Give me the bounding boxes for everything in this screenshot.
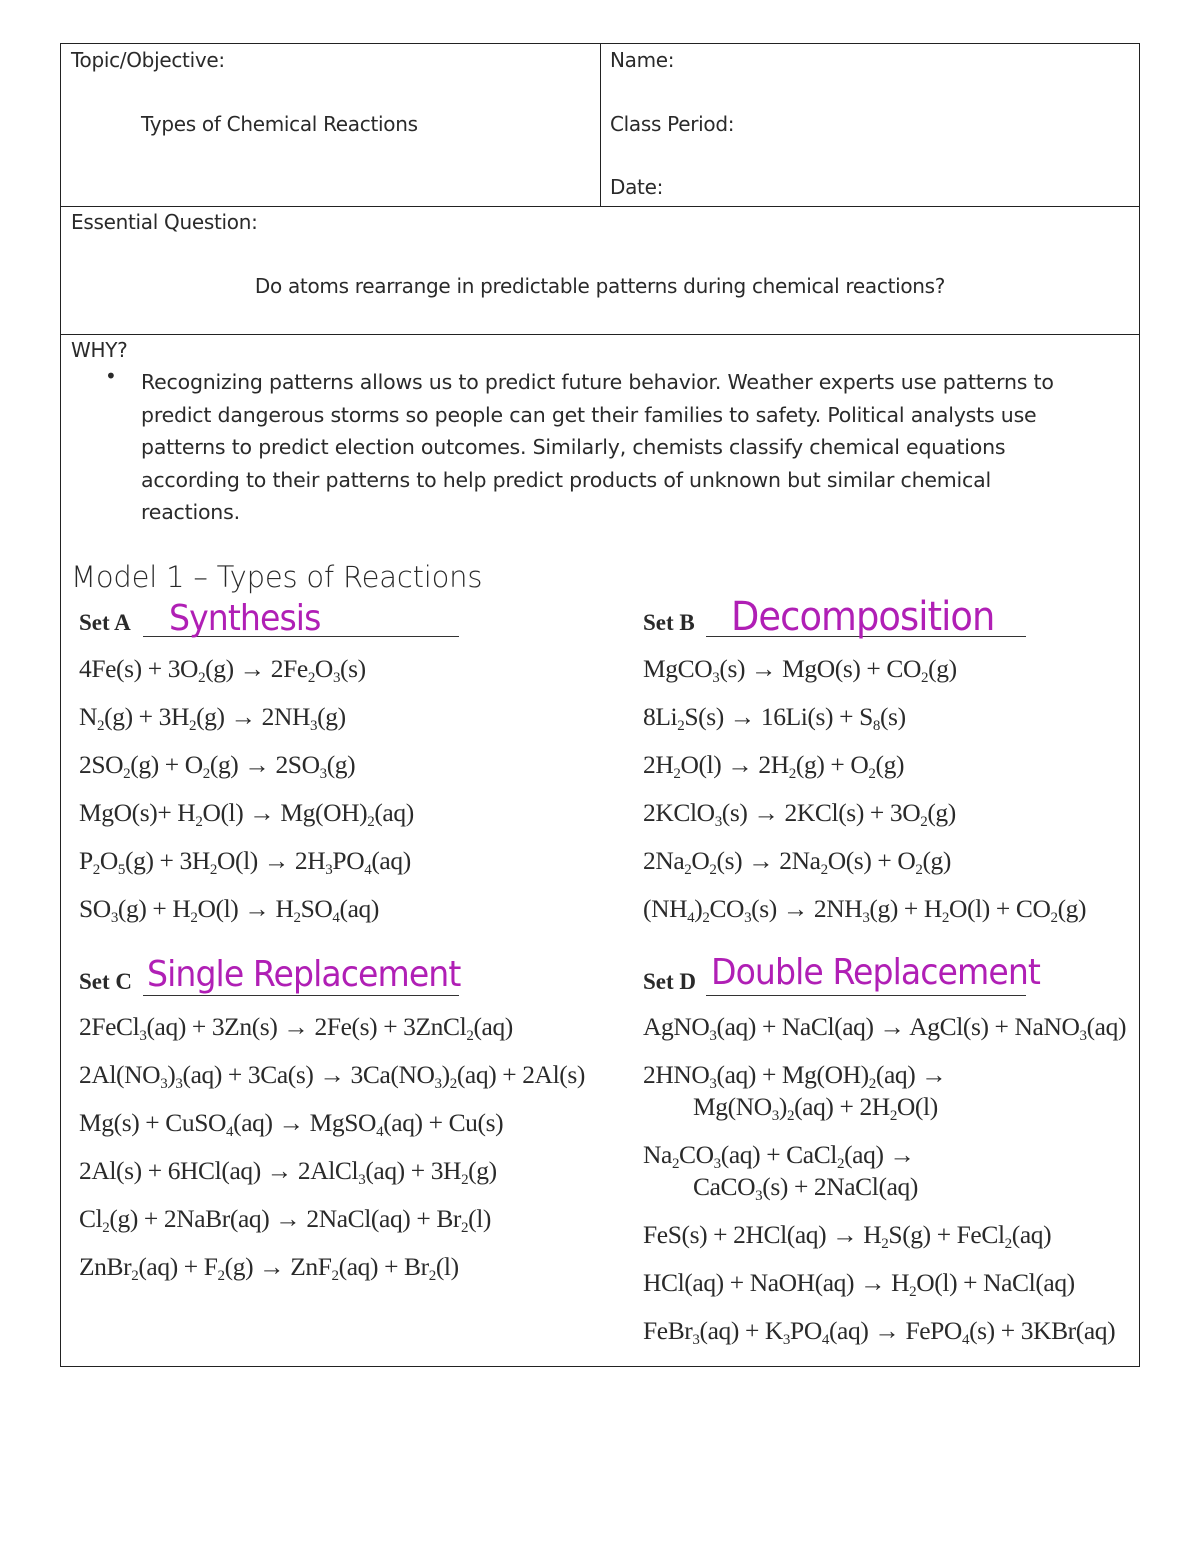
model-title: Model 1 – Types of Reactions (71, 560, 483, 594)
set-d-eq: $FeS(s) + 2HCl(aq) \to H_2S(g)$ + FeCl$_2$(aq) (643, 1220, 1052, 1252)
date-label: Date: (610, 175, 664, 199)
why-line: according to their patterns to help predict products of unknown but similar chemical (141, 467, 991, 492)
set-b-label: Set B (643, 610, 695, 635)
set-b-eq: $2H_2O(l) \to 2H_2(g) + O_2(g)$ (643, 750, 905, 782)
set-d-answer: Double Replacement (711, 952, 1040, 993)
essential-question-row (61, 206, 1139, 335)
set-d-eq: AgNO$_3$(aq) + NaCl(aq) → AgCl(s) + NaNO$_3$(aq) (643, 1012, 1127, 1044)
set-d-answer-line (706, 995, 1026, 996)
set-d-label: Set D (643, 969, 697, 994)
set-b-eq: $8Li_2S(s) \to 16Li(s) + S_8(s)$ (643, 702, 906, 734)
student-info-cell (600, 44, 1139, 206)
content-row (61, 334, 1139, 1366)
set-a-eq: $SO_3(g) + H_2O(l) \to H_2SO_4(aq)$ (79, 894, 379, 926)
set-c-answer: Single Replacement (147, 954, 461, 995)
why-line: patterns to predict election outcomes. Similarly, chemists classify chemical equations (141, 435, 1006, 459)
why-label: WHY? (71, 338, 128, 362)
set-d-eq: $2HNO_3(aq) + Mg(OH)_2(aq)$ → (643, 1060, 947, 1092)
set-c-eq: $Cl_2(g)$ + 2NaBr(aq) → 2NaCl(aq) + $Br_2(l)$ (79, 1204, 491, 1236)
set-a-eq: $4Fe(s) + 3O_2(g) \to 2Fe_2O_3(s)$ (79, 654, 366, 686)
set-d-eq-continued: $Mg(NO_3)_2(aq) + 2H_2O(l)$ (693, 1092, 938, 1124)
why-line: reactions. (141, 500, 240, 524)
set-c-eq: $2Al(NO_3)_3(aq) + 3Ca(s) \to 3Ca(NO_3)_2(aq) + 2Al(s)$ (79, 1060, 585, 1092)
why-line: predict dangerous storms so people can get their families to safety. Political analysts use (141, 402, 1037, 427)
why-paragraph (141, 366, 1101, 529)
set-c-eq: 2Al(s) + 6HCl(aq) → 2AlCl$_3$(aq) + $3H_2(g)$ (79, 1156, 497, 1188)
set-d-eq: HCl(aq) + NaOH(aq) → $H_2O(l)$ + NaCl(aq) (643, 1268, 1075, 1300)
set-a-eq: $P_2O_5(g) + 3H_2O(l) \to 2H_3PO_4(aq)$ (79, 846, 411, 878)
essential-question-label: Essential Question: (71, 210, 258, 234)
set-a-eq: $N_2(g) + 3H_2(g) \to 2NH_3(g)$ (79, 702, 346, 734)
set-b-eq: $2Na_2O_2(s) \to 2Na_2O(s) + O_2(g)$ (643, 846, 952, 878)
topic-cell (61, 44, 601, 206)
set-c-eq: Mg(s) + CuSO$_4$(aq) → MgSO$_4$(aq) + Cu(s) (79, 1108, 504, 1140)
set-c-eq: ZnBr$_2$(aq) + $F_2(g) \to ZnF_2(aq) + Br_2(l)$ (79, 1252, 459, 1284)
set-a-answer: Synthesis (169, 598, 321, 639)
set-d-eq: $Na_2CO_3(aq)$ + CaCl$_2$(aq) → (643, 1140, 915, 1172)
set-a-label: Set A (79, 610, 131, 635)
set-c-eq: 2FeCl$_3$(aq) + 3Zn(s) → 2Fe(s) + 3ZnCl$_2$(aq) (79, 1012, 513, 1044)
why-line: Recognizing patterns allows us to predict future behavior. Weather experts use patterns to (141, 370, 1054, 394)
essential-question-text: Do atoms rearrange in predictable patterns during chemical reactions? (254, 274, 946, 298)
set-d-eq: FeBr$_3$(aq) + $K_3PO_4(aq)$ → FePO$_4$(s) + 3KBr(aq) (643, 1316, 1116, 1348)
header-row (61, 44, 1139, 207)
set-a-eq: $2SO_2(g) + O_2(g) \to 2SO_3(g)$ (79, 750, 356, 782)
set-c-answer-line (143, 995, 459, 996)
set-a-eq: $MgO(s)+ H_2O(l) \to Mg(OH)_2(aq)$ (79, 798, 414, 830)
name-label: Name: (610, 48, 675, 72)
set-b-eq: $(NH_4)_2CO_3(s) \to 2NH_3(g) + H_2O(l) + CO_2(g)$ (643, 894, 1087, 926)
period-label: Class Period: (610, 112, 735, 136)
set-c-label: Set C (79, 969, 133, 994)
topic-text: Types of Chemical Reactions (141, 112, 418, 136)
worksheet (60, 43, 1140, 1367)
bullet-icon: • (105, 364, 117, 388)
set-d-eq-continued: CaCO$_3$(s) + 2NaCl(aq) (693, 1172, 918, 1204)
set-b-eq: 2KClO$_3$(s) → $2KCl(s) + 3O_2(g)$ (643, 798, 956, 830)
set-b-answer: Decomposition (731, 594, 995, 640)
set-b-eq: MgCO$_3$(s) → $MgO(s) + CO_2(g)$ (643, 654, 957, 686)
topic-label: Topic/Objective: (71, 48, 225, 72)
